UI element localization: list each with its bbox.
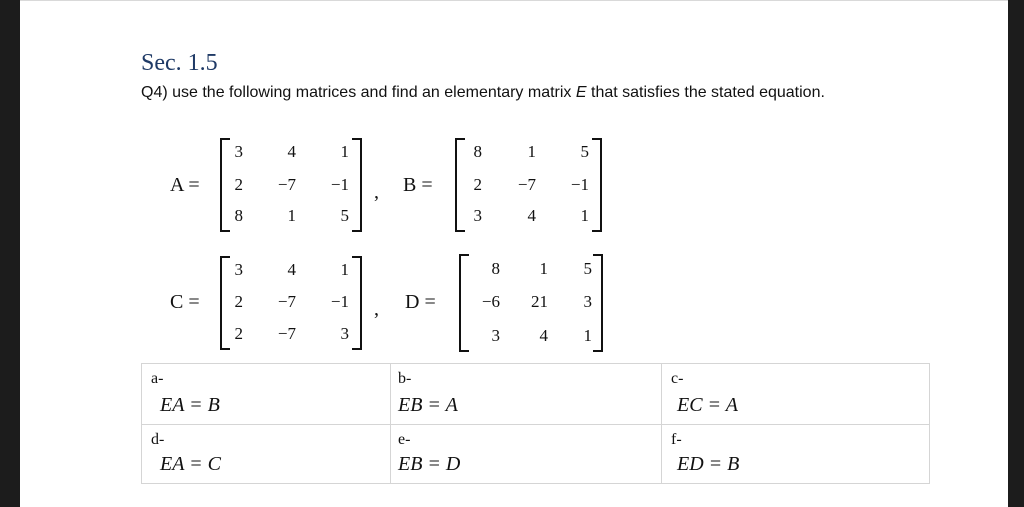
matrix-cell: 2 — [234, 324, 243, 343]
matrix-cell: −1 — [570, 175, 589, 194]
part-a-cell — [142, 364, 391, 425]
part-equation: EC = A — [677, 394, 738, 416]
part-equation: EA = B — [160, 394, 220, 416]
matrix-cell: 8 — [473, 142, 482, 161]
matrix-d-label: D = — [405, 291, 436, 313]
matrix-cell: 1 — [539, 259, 548, 278]
question-text — [141, 82, 861, 103]
matrix-cell: 1 — [287, 206, 296, 225]
matrix-d — [459, 254, 603, 352]
left-bracket — [220, 256, 230, 350]
part-f-cell — [662, 425, 930, 484]
matrix-cell: 3 — [340, 324, 349, 343]
matrix-a-label: A = — [170, 174, 200, 196]
matrix-cell: 5 — [340, 206, 349, 225]
part-d-cell — [142, 425, 391, 484]
matrix-cell: 1 — [583, 326, 592, 345]
matrix-a — [220, 138, 362, 232]
part-letter: d- — [151, 431, 165, 448]
matrix-cell: 5 — [583, 259, 592, 278]
matrix-cell: 4 — [527, 206, 536, 225]
matrix-cell: 3 — [491, 326, 500, 345]
right-bracket — [593, 254, 603, 352]
matrix-cell: 8 — [234, 206, 243, 225]
matrix-cell: 3 — [234, 142, 243, 161]
matrix-cell: −6 — [481, 292, 500, 311]
matrix-cell: −7 — [277, 324, 296, 343]
matrix-c-label: C = — [170, 291, 200, 313]
left-dark-border — [0, 0, 20, 507]
matrix-separator: , — [374, 181, 379, 203]
part-c-cell — [662, 364, 930, 425]
left-bracket — [220, 138, 230, 232]
question-text-end: that satisfies the stated equation. — [586, 84, 825, 101]
part-letter: a- — [151, 370, 164, 387]
matrix-cell: 21 — [531, 292, 548, 311]
question-text-start: Q4) use the following matrices and find an elementary matrix — [141, 84, 576, 101]
part-equation: EB = A — [398, 394, 458, 416]
question-variable: E — [575, 84, 587, 101]
right-bracket — [592, 138, 602, 232]
part-letter: c- — [671, 370, 684, 387]
section-title: Sec. 1.5 — [141, 50, 218, 76]
matrix-cell: −1 — [330, 292, 349, 311]
left-bracket — [455, 138, 465, 232]
parts-table — [141, 363, 930, 484]
part-equation: EB = D — [398, 453, 461, 475]
matrix-cell: 3 — [473, 206, 482, 225]
matrix-cell: 4 — [539, 326, 548, 345]
part-letter: f- — [671, 431, 682, 448]
matrix-b — [455, 138, 602, 232]
matrix-cell: −7 — [517, 175, 536, 194]
part-letter: b- — [398, 370, 412, 387]
matrix-cell: 5 — [580, 142, 589, 161]
left-bracket — [459, 254, 469, 352]
part-equation: EA = C — [160, 453, 221, 475]
part-e-cell — [391, 425, 662, 484]
matrix-cell: −7 — [277, 292, 296, 311]
top-divider — [20, 0, 1008, 1]
matrix-cell: −7 — [277, 175, 296, 194]
matrix-cell: 4 — [287, 260, 296, 279]
matrix-cell: 1 — [580, 206, 589, 225]
part-b-cell — [391, 364, 662, 425]
matrix-c — [220, 256, 362, 350]
matrix-cell: 4 — [287, 142, 296, 161]
matrix-cell: 1 — [527, 142, 536, 161]
matrix-cell: 2 — [234, 175, 243, 194]
right-bracket — [352, 138, 362, 232]
matrix-cell: 8 — [491, 259, 500, 278]
matrix-cell: 2 — [473, 175, 482, 194]
part-letter: e- — [398, 431, 411, 448]
matrix-cell: 3 — [234, 260, 243, 279]
matrix-cell: 1 — [340, 142, 349, 161]
matrix-cell: 2 — [234, 292, 243, 311]
matrix-cell: 1 — [340, 260, 349, 279]
matrix-separator: , — [374, 298, 379, 320]
matrix-cell: −1 — [330, 175, 349, 194]
part-equation: ED = B — [677, 453, 740, 475]
matrix-b-label: B = — [403, 174, 433, 196]
right-bracket — [352, 256, 362, 350]
right-dark-border — [1008, 0, 1024, 507]
matrix-cell: 3 — [583, 292, 592, 311]
